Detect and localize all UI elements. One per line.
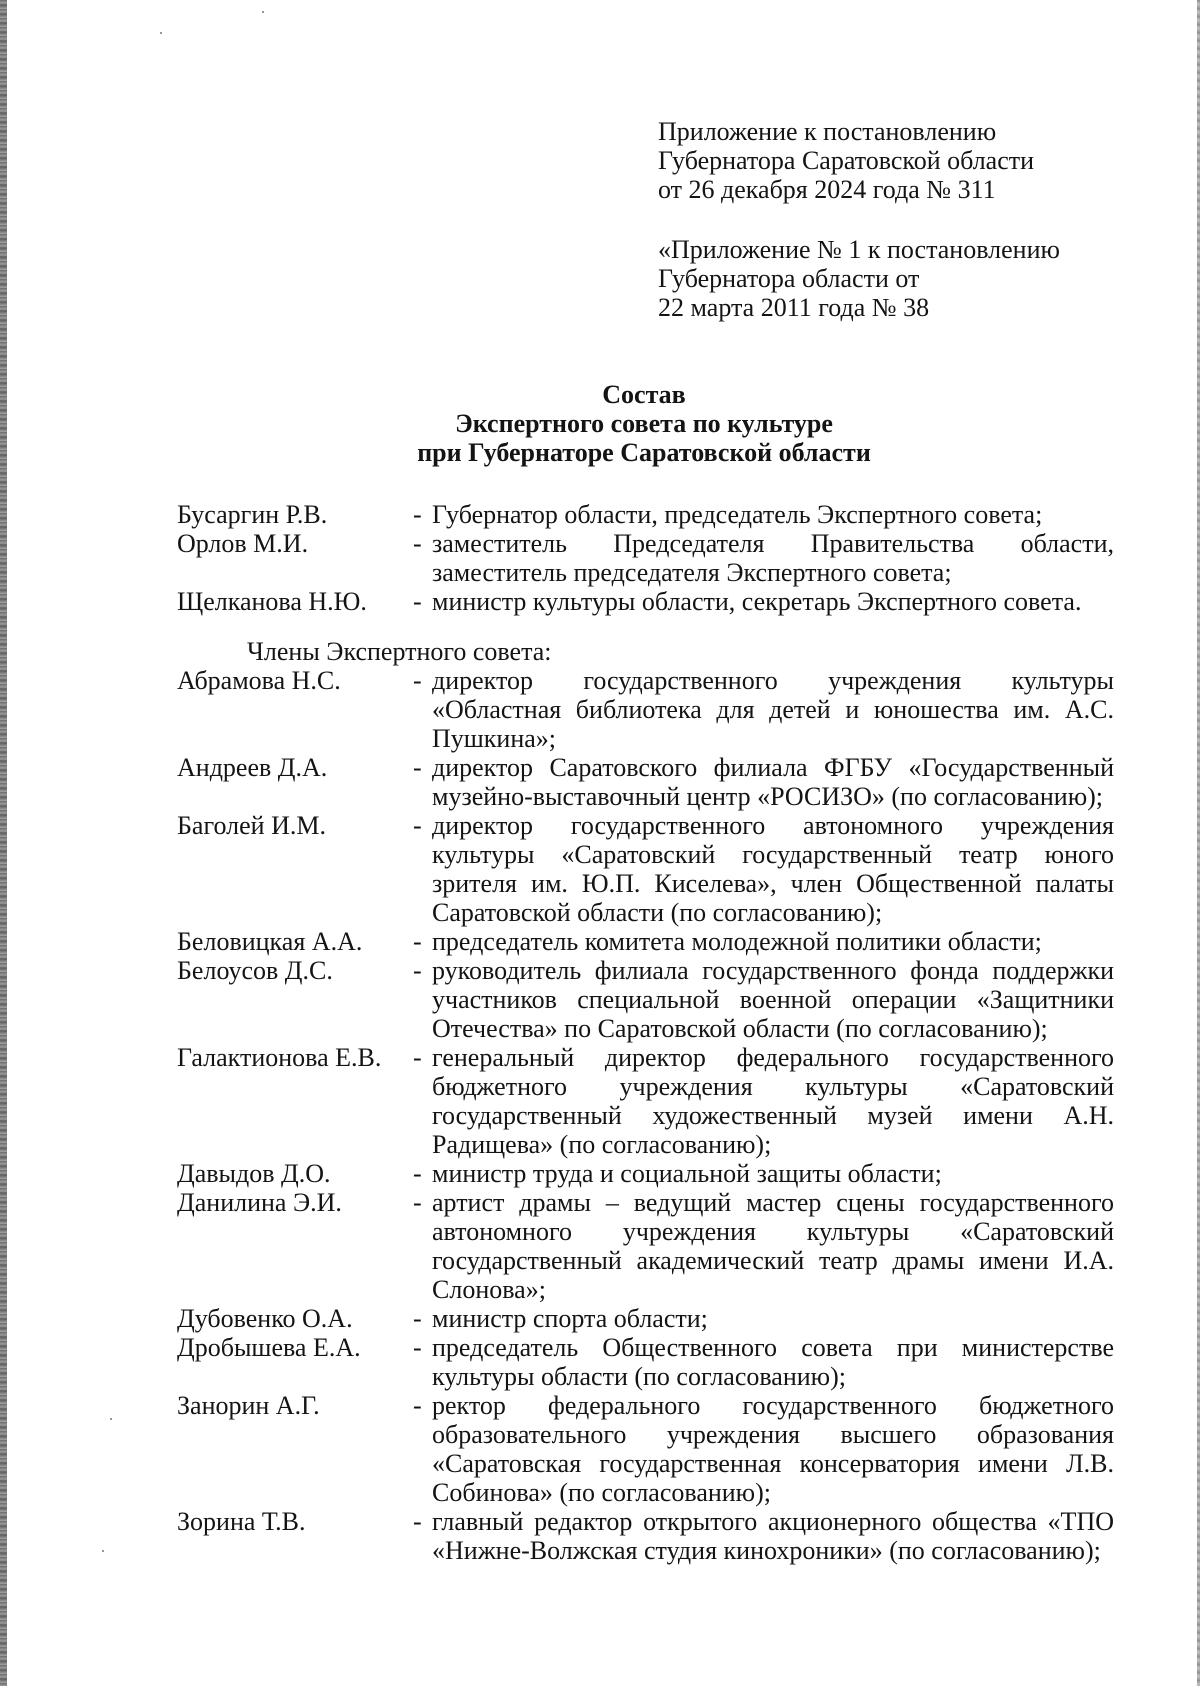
- member-dash: -: [413, 529, 422, 558]
- council-members: [177, 666, 1114, 1565]
- annex-line: Губернатора области от: [658, 264, 920, 293]
- annex-line: «Приложение № 1 к постановлению: [658, 235, 1060, 264]
- scan-speck: [160, 32, 162, 34]
- member-role: председатель комитета молодежной политики области;: [432, 927, 1042, 956]
- member-role: министр культуры области, секретарь Экспертного совета.: [432, 587, 1082, 616]
- member-role: министр спорта области;: [432, 1304, 708, 1333]
- annex-header-current: [658, 117, 1128, 204]
- member-dash: -: [413, 753, 422, 782]
- document-title: [0, 380, 1200, 467]
- title-line: Экспертного совета по культуре: [455, 409, 833, 438]
- member-role: главный редактор открытого акционерного общества «ТПО «Нижне-Волжская студия кинохроники» (по согласованию);: [432, 1507, 1114, 1565]
- member-name: Баголей И.М.: [177, 811, 326, 840]
- member-name: Щелканова Н.Ю.: [177, 587, 367, 616]
- member-role: ректор федерального государственного бюджетного образовательного учреждения высшего образования «Саратовская государственная консерватория имени Л.В. Собинова» (по согласованию);: [432, 1391, 1114, 1507]
- member-role: председатель Общественного совета при министерстве культуры области (по согласованию);: [432, 1333, 1114, 1391]
- member-role: Губернатор области, председатель Экспертного совета;: [432, 500, 1043, 529]
- member-dash: -: [413, 1159, 422, 1188]
- member-row: [177, 1043, 1114, 1159]
- member-dash: -: [413, 1043, 422, 1072]
- member-name: Давыдов Д.О.: [177, 1159, 331, 1188]
- member-dash: -: [413, 1507, 422, 1536]
- title-line: Состав: [602, 380, 686, 409]
- member-row: [177, 1159, 1114, 1188]
- member-role: артист драмы – ведущий мастер сцены государственного автономного учреждения культуры «Саратовский государственный академический театр драмы имени И.А. Слонова»;: [432, 1188, 1114, 1304]
- member-name: Орлов М.И.: [177, 529, 309, 558]
- member-name: Белоусов Д.С.: [177, 956, 333, 985]
- member-row: [177, 1304, 1114, 1333]
- member-row: [177, 1333, 1114, 1391]
- member-row: [177, 1507, 1114, 1565]
- member-role: заместитель Председателя Правительства области, заместитель председателя Экспертного совета;: [432, 529, 1114, 587]
- member-name: Абрамова Н.С.: [177, 666, 341, 695]
- member-dash: -: [413, 956, 422, 985]
- member-row: [177, 956, 1114, 1043]
- member-dash: -: [413, 666, 422, 695]
- member-dash: -: [413, 500, 422, 529]
- council-leaders: [177, 500, 1114, 616]
- member-row: [177, 1188, 1114, 1304]
- member-name: Данилина Э.И.: [177, 1188, 342, 1217]
- scan-speck: [102, 1550, 104, 1552]
- member-role: директор государственного автономного учреждения культуры «Саратовский государственный театр юного зрителя им. Ю.П. Киселева», член Общественной палаты Саратовской области (по согласованию);: [432, 811, 1114, 927]
- member-row: [177, 529, 1114, 587]
- scan-speck: [110, 1418, 112, 1420]
- member-row: [177, 587, 1114, 616]
- member-row: [177, 1391, 1114, 1507]
- member-dash: -: [413, 1188, 422, 1217]
- member-name: Беловицкая А.А.: [177, 927, 363, 956]
- member-name: Галактионова Е.В.: [177, 1043, 382, 1072]
- member-role: руководитель филиала государственного фонда поддержки участников специальной военной операции «Защитники Отечества» по Саратовской области (по согласованию);: [432, 956, 1114, 1043]
- member-role: директор Саратовского филиала ФГБУ «Государственный музейно-выставочный центр «РОСИЗО» (по согласованию);: [432, 753, 1114, 811]
- title-line: при Губернаторе Саратовской области: [417, 438, 871, 467]
- member-dash: -: [413, 587, 422, 616]
- member-name: Бусаргин Р.В.: [177, 500, 328, 529]
- scan-edge-left: [0, 0, 7, 1686]
- member-role: директор государственного учреждения культуры «Областная библиотека для детей и юношества им. А.С. Пушкина»;: [432, 666, 1114, 753]
- member-dash: -: [413, 1304, 422, 1333]
- annex-header-original: [658, 235, 1128, 322]
- member-dash: -: [413, 1391, 422, 1420]
- annex-line: Губернатора Саратовской области: [658, 146, 1035, 175]
- scan-speck: [262, 11, 264, 13]
- member-row: [177, 811, 1114, 927]
- member-dash: -: [413, 1333, 422, 1362]
- member-name: Занорин А.Г.: [177, 1391, 320, 1420]
- member-role: министр труда и социальной защиты области;: [432, 1159, 942, 1188]
- annex-line: Приложение к постановлению: [658, 117, 997, 146]
- member-row: [177, 927, 1114, 956]
- member-name: Зорина Т.В.: [177, 1507, 306, 1536]
- member-row: [177, 753, 1114, 811]
- annex-line: 22 марта 2011 года № 38: [658, 293, 930, 322]
- council-composition-list: [177, 500, 1114, 1565]
- annex-line: от 26 декабря 2024 года № 311: [658, 175, 996, 204]
- member-row: [177, 500, 1114, 529]
- member-row: [177, 666, 1114, 753]
- member-name: Андреев Д.А.: [177, 753, 328, 782]
- member-name: Дробышева Е.А.: [177, 1333, 361, 1362]
- member-dash: -: [413, 811, 422, 840]
- member-role: генеральный директор федерального государственного бюджетного учреждения культуры «Саратовский государственный художественный музей имени А.Н. Радищева» (по согласованию);: [432, 1043, 1114, 1159]
- members-heading: Члены Экспертного совета:: [247, 637, 552, 666]
- member-name: Дубовенко О.А.: [177, 1304, 353, 1333]
- member-dash: -: [413, 927, 422, 956]
